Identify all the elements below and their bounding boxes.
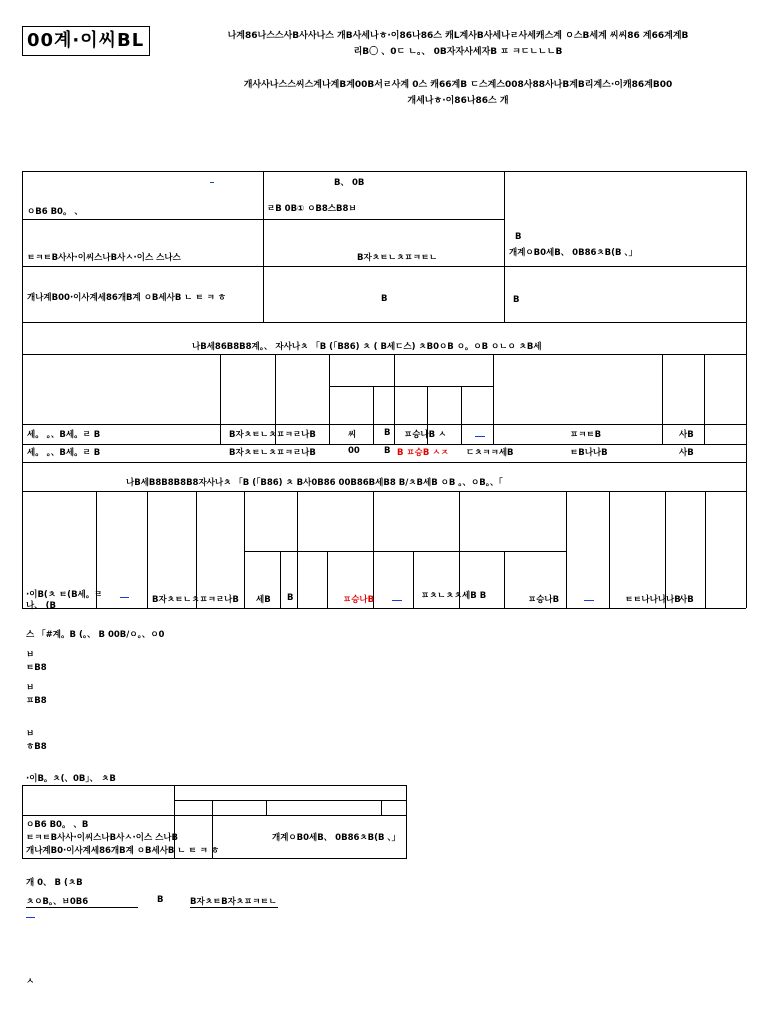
st-c1-line3: 개나계B0·이사계세86개B계 ㅇB세사B ㄴ ㅌ ㅋ ㅎ [26,846,220,856]
intro-line-3: 개사사나스스씨스계나계B계00B서ㄹ사계 0스 캐66계B ㄷ스계스008사88사나B계B리계스·이캐86계B00 [243,80,673,90]
note-2-text: ㅍB8 [26,696,47,706]
top-r1c2-label: B、 0B [334,178,365,188]
s2-row-c2: B자ㅊㅌㄴㅊㅍㅋㄹ나B [152,595,239,605]
s2-row-c9: 사B [679,595,694,605]
s1-row2-code: B자ㅊㅌㄴㅊㅍㅋㄹ나B [229,448,316,458]
s1-row1-c5: ㅍ승나B ㅅ [404,430,447,440]
top-r3c3-value: B [513,295,520,305]
s2-row-c1: ·이B(ㅊ ㅌ(B세。ㄹ [26,590,103,600]
intro-line-4: 개세나ㅎ·이86나86스 개 [407,96,509,106]
note-3-mark: ㅂ [26,729,35,739]
applicant-name-field[interactable]: ㅇB6 B0。 、 [27,207,83,217]
s1-row2-c8: 사B [679,448,694,458]
s2-row-c5: ㅍ승나B [343,595,375,605]
s1-row1-link[interactable] [475,436,485,437]
business-field[interactable]: 개나계B00·이사계세86개B계 ㅇB세사B ㄴ ㅌ ㅋ ㅎ [27,293,226,303]
signature-field-c[interactable]: B자ㅊㅌB자ㅊㅍㅋㅌㄴ [190,897,277,907]
signature-field-b: B [157,895,164,905]
notes-heading: 스 「#계。B (。、 B 00B/ㅇ。、ㅇ0 [26,630,165,640]
intro-line-2: 리B〇 、0ㄷ ㄴ。、 0B자자사세자B ㅍ ㅋㄷㄴㄴㄴB [353,47,563,57]
code-field[interactable]: B자ㅊㅌㄴㅊㅍㅋㅌㄴ [357,253,438,263]
form-title: 00계·이씨BL [22,26,150,56]
s1-row2-c5: B ㅍ승B ㅅㅈ [397,448,449,458]
s1-row1-c6: ㅍㅋㅌB [570,430,602,440]
applicant-id-field[interactable]: ㄹB 0B① ㅇB8스B8ㅂ [267,204,357,214]
section2-heading: 나B세B8B8B8B8자사나ㅊ 「B (「B86) ㅊ B사0B86 00B86B세B8 B/ㅊB세B ㅇB 。、ㅇB。、「 [126,478,503,488]
s1-row2-c6: ㄷㅊㅋㅋ세B [466,448,514,458]
s1-row2-c3: 00 [348,446,360,456]
s1-row1-c4: B [384,428,391,438]
intro-text [158,28,758,106]
top-r3c2-value: B [381,294,388,304]
note-3-text: ㅎB8 [26,742,47,752]
footer-link[interactable] [26,917,35,918]
s2-row-link-1[interactable] [392,600,402,601]
contact-field[interactable]: 개계ㅇB0세B、 0B86ㅊB(B 、」 [509,248,638,258]
s2-row-c4: B [287,593,294,603]
s1-row1-name: 세。 。、B세。ㄹ B [27,430,101,440]
small-table-heading: ·이B。ㅊ(、0B」、 ㅊB [26,774,116,784]
page-mark: ㅅ [26,977,35,987]
st-c1-line1: ㅇB6 B0。 、B [26,820,89,830]
s1-row1-code: B자ㅊㅌㄴㅊㅍㅋㄹ나B [229,430,316,440]
s2-row-link-2[interactable] [584,600,594,601]
note-1-text: ㅌB8 [26,663,47,673]
s2-row-c3: 세B [256,595,271,605]
address-field[interactable]: ㅌㅋㅌB사사·이씨스나B사ㅅ·이스 스나스 [27,253,181,263]
footer-line: 개 0、 B (ㅊB [26,878,83,888]
note-1-mark: ㅂ [26,650,35,660]
signature-field-a[interactable]: ㅊㅇB。、ㅂ0B6 [26,895,138,908]
s2-row-c8: ㅌㅌ나나나나B [625,595,681,605]
s1-row1-c7: 사B [679,430,694,440]
st-c3-value: 개계ㅇB0세B、 0B86ㅊB(B 、」 [272,833,401,843]
s1-row1-c3: 씨 [348,430,357,440]
s2-row-c6: ㅍㅊㄴㅊㅊ세B B [421,591,487,601]
s1-row2-name: 세。 。、B세。ㄹ B [27,448,101,458]
s1-row2-c7: ㅌB나나B [570,448,608,458]
s1-row2-c4: B [384,446,391,456]
intro-line-1: 나계86나스스사B사사나스 개B사세나ㅎ·이86나86스 캐L계사B사세나ㄹ사세캐스계 ㅇ스B세계 씨씨86 계66계계B [227,31,689,41]
st-c1-line2: ㅌㅋㅌB사사·이씨스나B사ㅅ·이스 스나B [26,833,179,843]
s2-row-c1-sub: 나、 (B [26,601,57,611]
s2-row-c7: ㅍ승나B [528,595,560,605]
note-2-mark: ㅂ [26,683,35,693]
top-r1c3-label: B [515,232,522,242]
section1-heading: 나B세86B8B8계。、 자사나ㅊ 「B (「B86) ㅊ ( B세ㄷ스) ㅊB0ㅇB ㅇ。ㅇB ㅇㄴㅇ ㅊB세 [192,342,542,352]
